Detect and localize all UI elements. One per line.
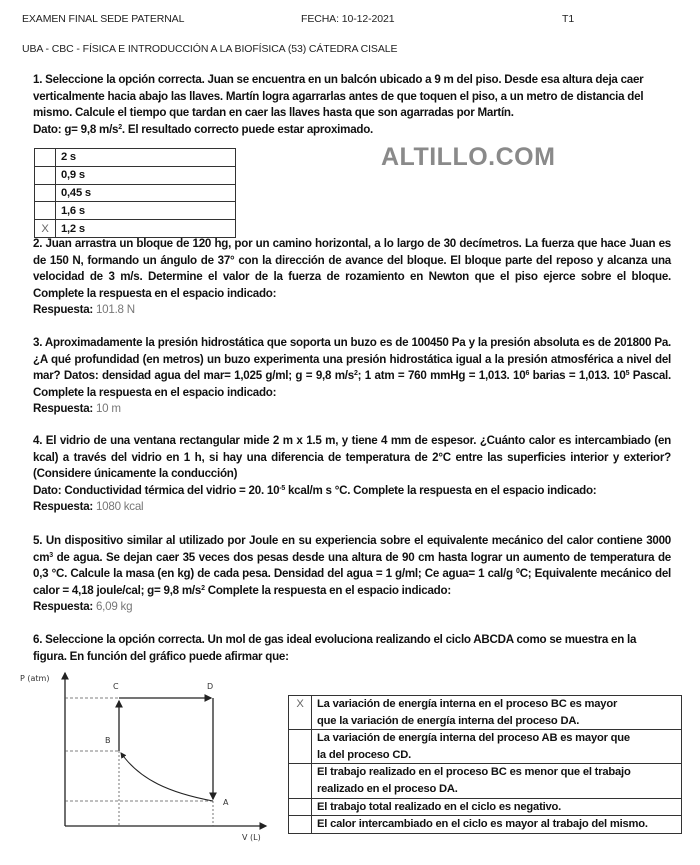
question-2 [33,236,671,319]
answer-label: Respuesta: [33,500,93,514]
option-mark[interactable] [35,202,56,220]
question-number: 1. [33,73,43,86]
option-mark[interactable] [289,764,312,798]
question-number: 4. [33,434,43,447]
option-mark[interactable] [289,816,312,834]
option-label: 0,9 s [56,166,236,184]
exam-title: EXAMEN FINAL SEDE PATERNAL [22,13,185,25]
question-text: Seleccione la opción correcta. Un mol de gas ideal evoluciona realizando el ciclo ABCDA como se muestra en la figura. En función del gráfico puede afirmar que: [33,633,637,663]
question-1-options [34,148,236,238]
question-1: 1. Seleccione la opción correcta. Juan se encuentra en un balcón ubicado a 9 m del piso. Desde esa altura deja caer verticalmente hacia abajo las llaves. Martín logra agarrarlas antes de que toquen el piso, a un metro de distancia del mismo. Calcule el tiempo que tardan en caer las llaves hasta que son agarradas por Martín. Dato: g= 9,8 $m/s^2$. El resultado correcto puede estar aproximado. [33,73,644,136]
x-axis-label: V (L) [242,833,261,842]
option-mark[interactable] [289,730,312,764]
watermark: ALTILLO.COM [381,143,556,171]
answer-label: Respuesta: [33,303,93,317]
option-row[interactable] [35,202,236,220]
question-number: 6. [33,633,43,646]
question-text: Juan arrastra un bloque de 120 hg, por un camino horizontal, a lo largo de 30 decímetros. La fuerza que hace Juan es de 150 N, formando un ángulo de 37° con la dirección de avance del bloque. El bloque parte del reposo y alcanza una velocidad de 3 m/s. Determine el valor de la fuerza de rozamiento en Newton que el piso ejerce sobre el bloque. Complete la respuesta en el espacio indicado: [33,237,671,300]
answer-value[interactable]: 1080 kcal [95,500,144,514]
option-row[interactable] [289,730,682,764]
option-label: 1,6 s [56,202,236,220]
question-number: 5. [33,534,43,547]
question-6-options [288,695,682,834]
option-row[interactable] [289,696,682,730]
question-4: 4. El vidrio de una ventana rectangular mide 2 m x 1.5 m, y tiene 4 mm de espesor. ¿Cuánto calor es intercambiado (en kcal) a través del vidrio en 1 h, si hay una diferencia de temperatura de 2°C entre las superficies interior y exterior? (Considere únicamente la conducción) Dato: Conductividad térmica del vidrio = 20. $10^{-5}$ kcal/m s °C. Complete la respuesta en el espacio indicado: Respuesta: 1080 kcal [33,434,671,514]
process-ab [121,753,213,801]
option-mark[interactable]: X [289,696,312,730]
exam-topic: T1 [562,13,575,25]
option-label: 0,45 s [56,184,236,202]
option-row[interactable] [35,184,236,202]
question-5: 5. Un dispositivo similar al utilizado por Joule en su experiencia sobre el equivalente mecánico del calor contiene 3000 $cm^3$ de agua. Se dejan caer 35 veces dos pesas desde una altura de 90 cm hasta lograr un aumento de temperatura de 0,3 °C. Calcule la masa (en kg) de cada pesa. Densidad del agua = 1 g/ml; Ce agua= 1 cal/g $^0$C; Equivalente mecánico del calor = 4,18 joule/cal; g= 9,8 $m/s^2$ Complete la respuesta en el espacio indicado: Respuesta: 6,09 kg [33,534,671,614]
option-row[interactable] [35,220,236,238]
question-text: El vidrio de una ventana rectangular mide 2 m x 1.5 m, y tiene 4 mm de espesor. ¿Cuánto calor es intercambiado (en kcal) a través del vidrio en 1 h, si hay una diferencia de temperatura de 2°C entre las superficies interior y exterior? (Considere únicamente la conducción) [33,434,671,481]
option-label: 1,2 s [56,220,236,238]
exam-date: FECHA: 10-12-2021 [301,13,395,25]
option-label: La variación de energía interna en el proceso BC es mayor que la variación de energía interna del proceso DA. [312,696,682,730]
point-b-label: B [105,736,111,745]
option-label: El calor intercambiado en el ciclo es mayor al trabajo del mismo. [312,816,682,834]
point-a-label: A [223,798,229,807]
option-label: 2 s [56,149,236,167]
pv-cycle-graph [0,665,280,865]
answer-label: Respuesta: [33,402,93,416]
point-c-label: C [113,682,119,691]
option-mark[interactable]: X [35,220,56,238]
answer-value[interactable]: 101.8 N [95,303,135,317]
point-d-label: D [207,682,214,691]
answer-value[interactable]: 10 m [95,402,121,416]
option-label: El trabajo realizado en el proceso BC es menor que el trabajo realizado en el proceso DA. [312,764,682,798]
option-label: El trabajo total realizado en el ciclo es negativo. [312,798,682,816]
option-row[interactable] [289,764,682,798]
option-row[interactable] [35,166,236,184]
option-mark[interactable] [35,166,56,184]
question-number: 2. [33,237,43,250]
y-axis-label: P (atm) [20,674,50,683]
question-3: 3. Aproximadamente la presión hidrostática que soporta un buzo es de 100450 Pa y la presión absoluta es de 201800 Pa. ¿A qué profundidad (en metros) un buzo experimenta una presión hidrostática igual a la presión atmosférica a nivel del mar? Datos: densidad agua del mar= 1,025 g/ml; g = 9,8 $m/s^2$; 1 atm = 760 mmHg = 1,013. $10^6$ barias = 1,013. $10^5$ Pascal. Complete la respuesta en el espacio indicado: Respuesta: 10 m [33,336,671,416]
option-mark[interactable] [35,149,56,167]
option-row[interactable] [289,798,682,816]
option-row[interactable] [35,149,236,167]
answer-label: Respuesta: [33,600,93,614]
option-mark[interactable] [35,184,56,202]
option-mark[interactable] [289,798,312,816]
option-label: La variación de energía interna del proceso AB es mayor que la del proceso CD. [312,730,682,764]
answer-value[interactable]: 6,09 kg [95,600,133,614]
option-row[interactable] [289,816,682,834]
question-number: 3. [33,336,43,349]
question-text: Seleccione la opción correcta. Juan se encuentra en un balcón ubicado a 9 m del piso. Desde esa altura deja caer verticalmente hacia abajo las llaves. Martín logra agarrarlas antes de que toquen el piso, a un metro de distancia del mismo. Calcule el tiempo que tardan en caer las llaves hasta que son agarradas por Martín. [33,73,644,120]
course-title: UBA - CBC - FÍSICA E INTRODUCCIÓN A LA BIOFÍSICA (53) CÁTEDRA CISALE [22,43,398,55]
question-6 [33,632,671,665]
